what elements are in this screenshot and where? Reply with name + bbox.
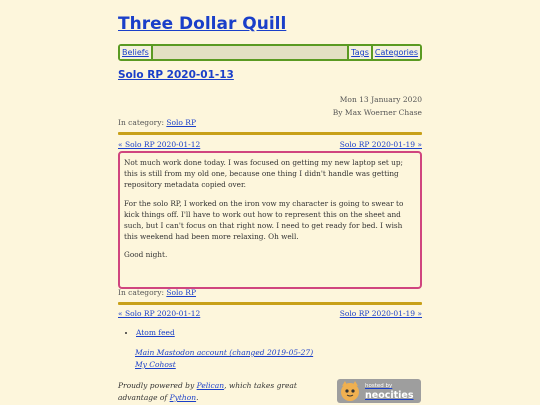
prev-post-link[interactable]: « Solo RP 2020-01-12: [118, 309, 201, 318]
divider: [118, 302, 422, 305]
python-link[interactable]: Python: [169, 393, 197, 402]
category-link[interactable]: Solo RP: [166, 118, 197, 127]
nav-tags-link[interactable]: Tags: [349, 46, 373, 59]
post-paragraph: For the solo RP, I worked on the iron vow my character is going to swear to kick things off. I'll have to work out how to represent this on the sheet and such, but I can't focus on that right now. I need to get ready for bed. I wish this weekend had been more relaxing. Oh well.: [124, 198, 404, 242]
next-post-link[interactable]: Solo RP 2020-01-19 »: [339, 309, 422, 318]
post-title-link[interactable]: Solo RP 2020-01-13: [118, 69, 234, 81]
post-category: [118, 288, 196, 297]
category-label: In category:: [118, 118, 164, 127]
mastodon-link[interactable]: Main Mastodon account (changed 2019-05-27): [135, 348, 314, 357]
post-paragraph: Not much work done today. I was focused on getting my new laptop set up; this is still from my old one, because one thing I didn't handle was getting repository metadata copied over.: [124, 158, 404, 190]
post-category: [118, 118, 196, 127]
post-paragraph: Good night.: [124, 250, 168, 260]
nav-spacer: [153, 46, 349, 59]
links-list: [126, 328, 175, 337]
neocities-badge[interactable]: [337, 379, 421, 403]
post-author: By Max Woerner Chase: [332, 108, 422, 117]
nav-categories-link[interactable]: Categories: [374, 48, 418, 57]
badge-big-text: neocities: [365, 390, 414, 401]
atom-feed-link[interactable]: Atom feed: [136, 328, 175, 337]
badge-small-text: hosted by: [365, 383, 393, 389]
category-label: In category:: [118, 288, 164, 297]
post-content: [118, 151, 422, 289]
cohost-link[interactable]: My Cohost: [135, 360, 176, 369]
divider: [118, 132, 422, 135]
navbar: [118, 44, 422, 61]
site-title-link[interactable]: Three Dollar Quill: [118, 14, 287, 34]
badge-text: [365, 382, 414, 400]
neocities-cat-icon: [339, 380, 361, 402]
category-link[interactable]: Solo RP: [166, 288, 197, 297]
post-navigation: [118, 309, 422, 318]
post-navigation: [118, 140, 422, 149]
footer-credits: [118, 380, 333, 404]
next-post-link[interactable]: Solo RP 2020-01-19 »: [339, 140, 422, 149]
footer-text: Proudly powered by: [118, 381, 197, 390]
list-item: [136, 328, 175, 337]
pelican-link[interactable]: Pelican: [196, 381, 225, 390]
nav-beliefs-link[interactable]: Beliefs: [120, 46, 153, 59]
post-date: Mon 13 January 2020: [339, 95, 422, 104]
prev-post-link[interactable]: « Solo RP 2020-01-12: [118, 140, 201, 149]
footer-text: , which takes great advantage of: [118, 381, 297, 402]
footer-text: .: [196, 393, 199, 402]
